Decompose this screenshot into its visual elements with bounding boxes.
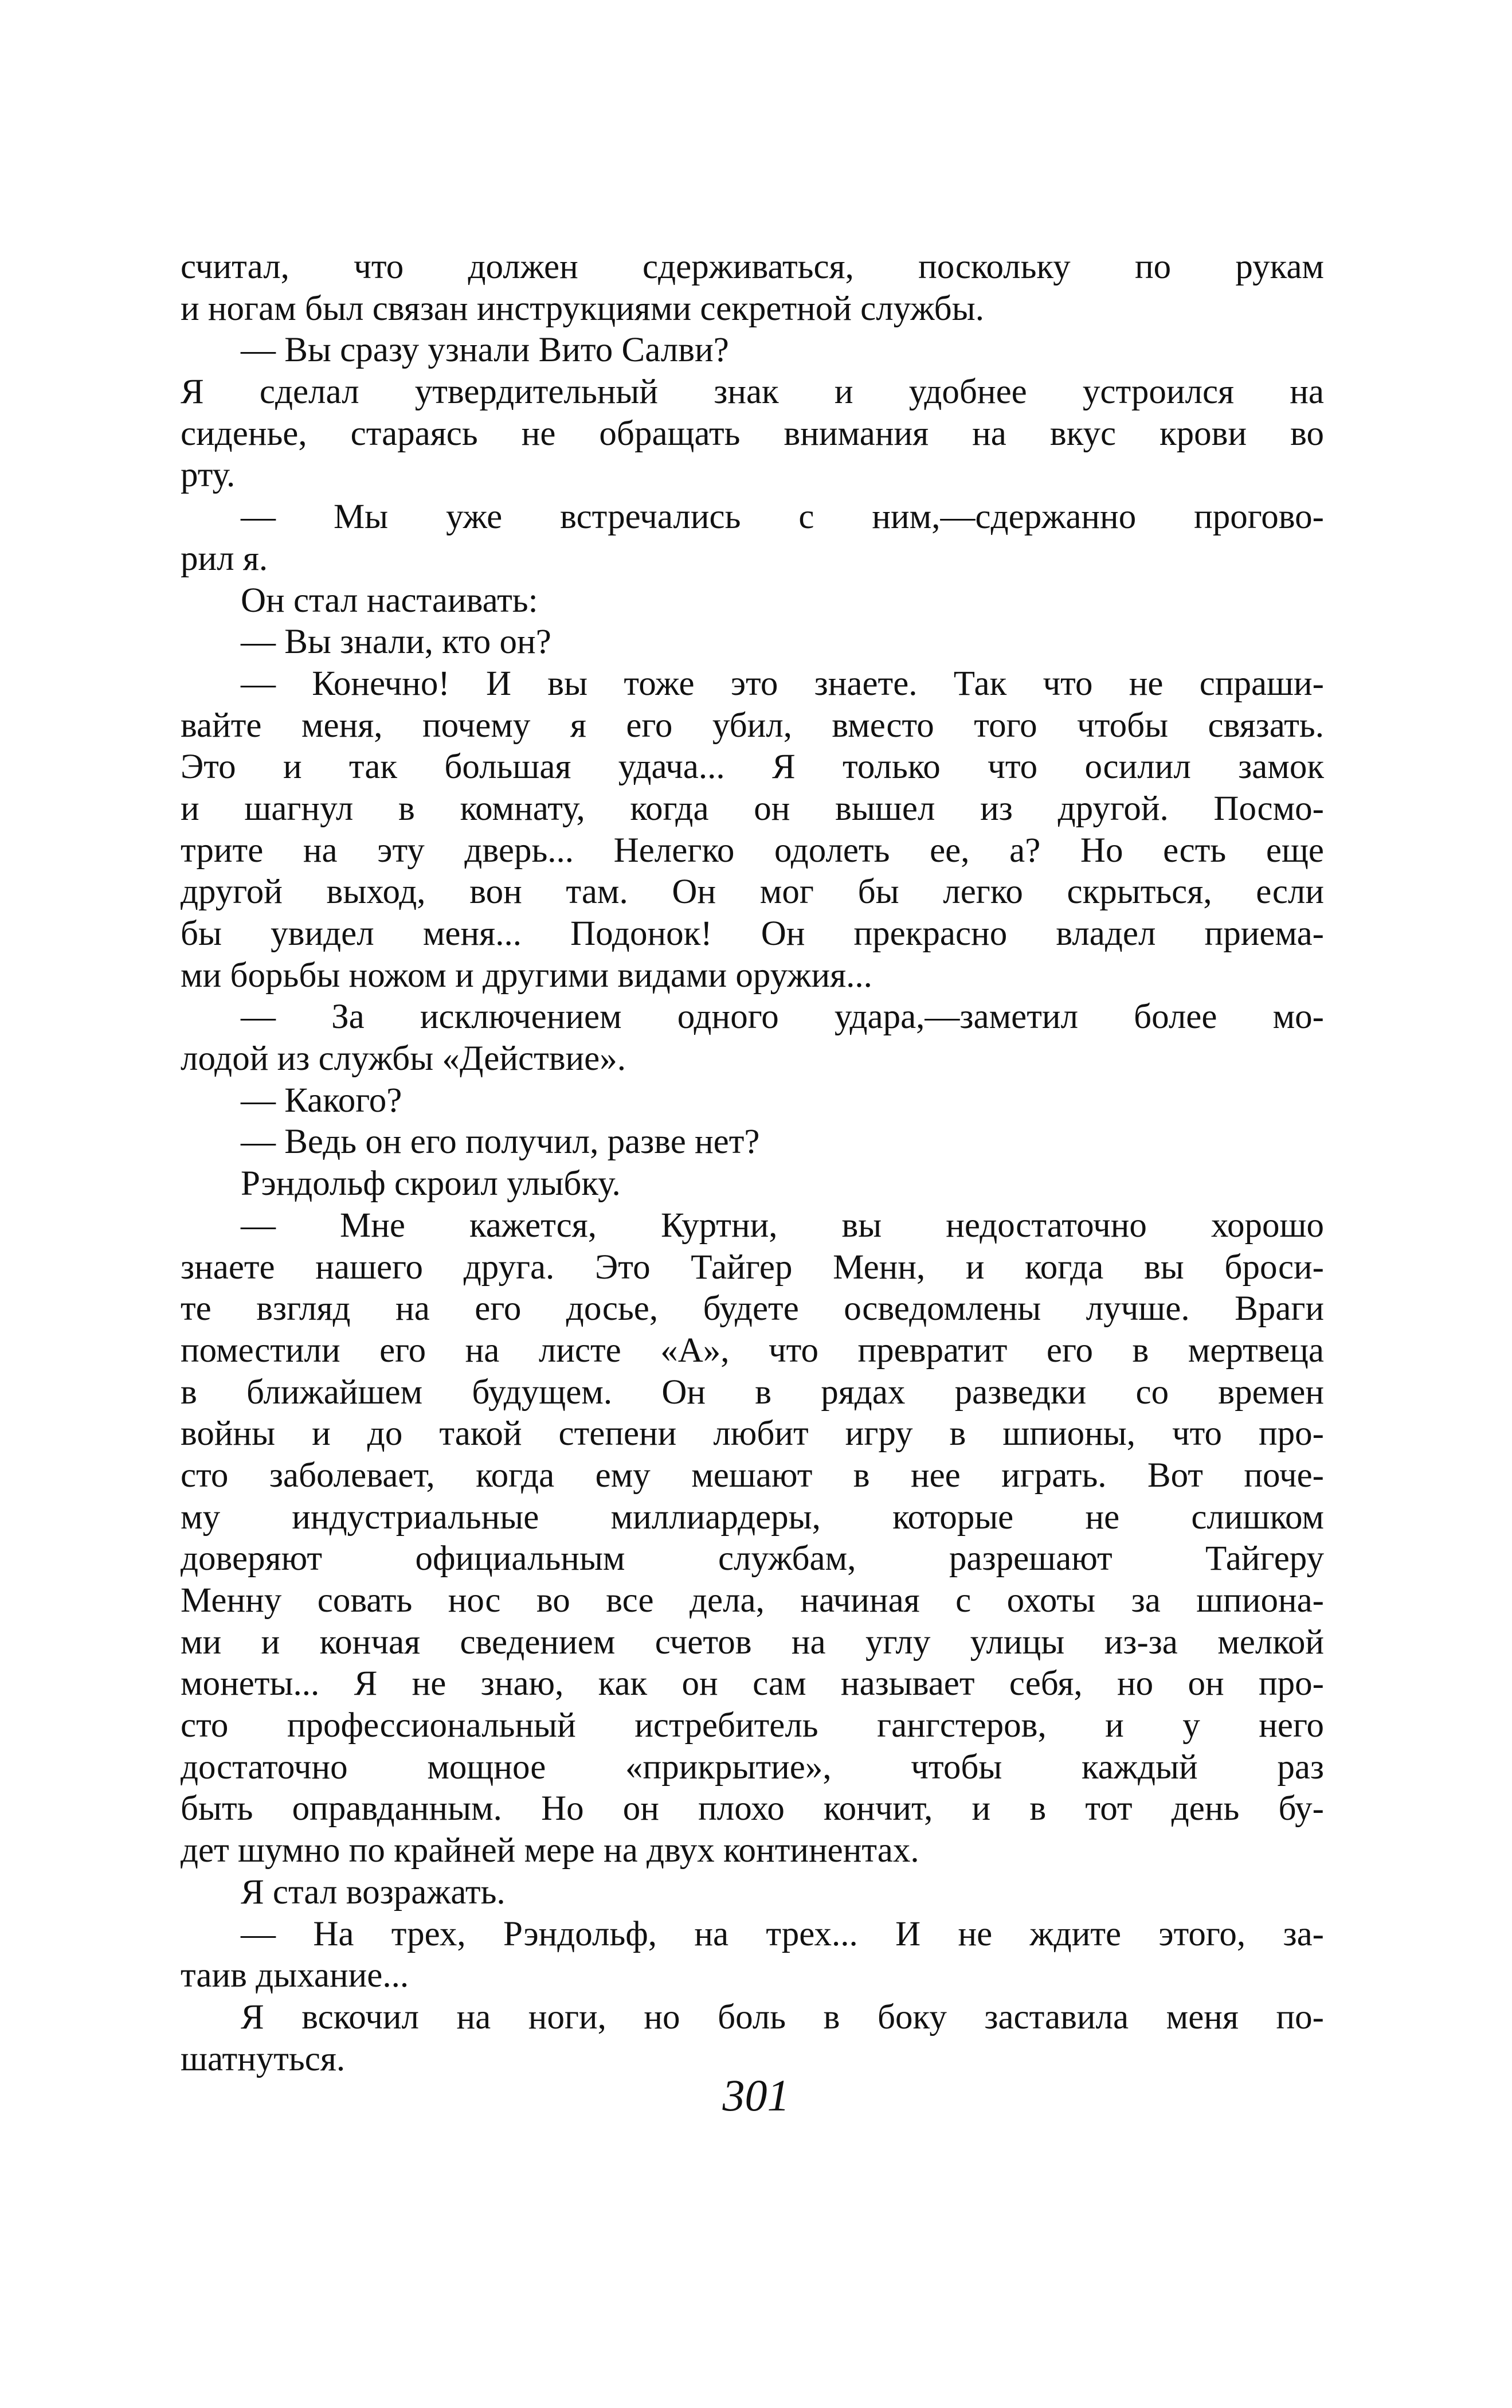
text-line: и шагнул в комнату, когда он вышел из другой. Посмо- — [181, 789, 1324, 828]
text-line: Менну совать нос во все дела, начиная с охоты за шпиона- — [181, 1581, 1324, 1620]
text-line: шатнуться. — [181, 2039, 346, 2078]
text-line: — Мне кажется, Куртни, вы недостаточно хорошо — [241, 1206, 1324, 1245]
text-line: ми и кончая сведением счетов на углу улицы из-за мелкой — [181, 1623, 1324, 1662]
text-line: Рэндольф скроил улыбку. — [241, 1164, 621, 1203]
text-line: лодой из службы «Действие». — [181, 1039, 626, 1078]
text-line: другой выход, вон там. Он мог бы легко скрыться, если — [181, 873, 1324, 912]
text-line: ми борьбы ножом и другими видами оружия... — [181, 956, 872, 995]
text-line: — На трех, Рэндольф, на трех... И не ждите этого, за- — [241, 1914, 1324, 1953]
text-line: сто профессиональный истребитель гангстеров, и у него — [181, 1706, 1324, 1745]
text-line: поместили его на листе «А», что превратит его в мертвеца — [181, 1331, 1324, 1370]
text-line: те взгляд на его досье, будете осведомлены лучше. Враги — [181, 1289, 1324, 1328]
text-line: таив дыхание... — [181, 1956, 409, 1995]
text-line: — Мы уже встречались с ним,—сдержанно прогово- — [241, 498, 1324, 537]
text-line: рил я. — [181, 539, 268, 578]
text-line: — Конечно! И вы тоже это знаете. Так что не спраши- — [241, 664, 1324, 703]
text-line: Он стал настаивать: — [241, 581, 538, 620]
text-line: — Вы знали, кто он? — [241, 623, 551, 662]
text-line: — Вы сразу узнали Вито Салви? — [241, 331, 729, 370]
text-line: достаточно мощное «прикрытие», чтобы каждый раз — [181, 1748, 1324, 1787]
page-text — [181, 247, 1324, 2080]
text-line: Я стал возражать. — [241, 1873, 506, 1911]
text-line: сто заболевает, когда ему мешают в нее играть. Вот поче- — [181, 1456, 1324, 1495]
text-line: быть оправданным. Но он плохо кончит, и в тот день бу- — [181, 1789, 1324, 1828]
text-line: Я сделал утвердительный знак и удобнее устроился на — [181, 373, 1324, 412]
text-line: Я вскочил на ноги, но боль в боку заставила меня по- — [241, 1997, 1324, 2036]
text-line: — Какого? — [241, 1081, 402, 1120]
text-line: и ногам был связан инструкциями секретной службы. — [181, 289, 984, 328]
text-line: знаете нашего друга. Это Тайгер Менн, и когда вы броси- — [181, 1248, 1324, 1287]
text-line: Это и так большая удача... Я только что осилил замок — [181, 748, 1324, 787]
text-line: монеты... Я не знаю, как он сам называет себя, но он про- — [181, 1664, 1324, 1703]
text-line: считал, что должен сдерживаться, поскольку по рукам — [181, 248, 1324, 286]
text-line: вайте меня, почему я его убил, вместо того чтобы связать. — [181, 706, 1324, 745]
text-line: войны и до такой степени любит игру в шпионы, что про- — [181, 1414, 1324, 1453]
text-line: в ближайшем будущем. Он в рядах разведки со времен — [181, 1373, 1324, 1412]
text-line: бы увидел меня... Подонок! Он прекрасно владел приема- — [181, 914, 1324, 953]
text-line: му индустриальные миллиардеры, которые не слишком — [181, 1498, 1324, 1537]
text-line: рту. — [181, 456, 236, 495]
page-number: 301 — [722, 2070, 790, 2120]
text-line: — Ведь он его получил, разве нет? — [241, 1123, 760, 1162]
text-line: доверяют официальным службам, разрешают Тайгеру — [181, 1539, 1324, 1578]
text-line: дет шумно по крайней мере на двух континентах. — [181, 1831, 919, 1870]
text-line: — За исключением одного удара,—заметил более мо- — [241, 998, 1324, 1037]
text-line: трите на эту дверь... Нелегко одолеть ее, а? Но есть еще — [181, 831, 1324, 870]
text-line: сиденье, стараясь не обращать внимания на вкус крови во — [181, 414, 1324, 453]
